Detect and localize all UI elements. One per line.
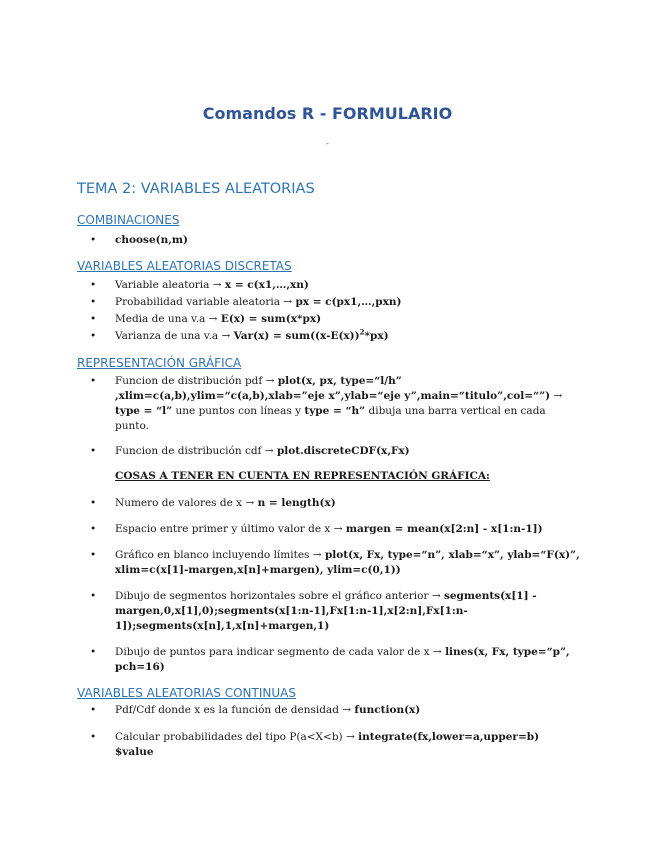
list-item-variable [90,278,580,293]
item-code [233,327,389,342]
list-item-grafico-blanco [90,548,580,578]
arrow-icon: → [432,646,442,658]
code-part: Var(x) = sum((x-E(x)) [233,330,360,342]
item-code: segments(x[1] - margen,0,x[1],0);segments(x[1:n-1],Fx[1:n-1],x[2:n],Fx[1:n-1]);segments(x[n],1,x[n]+margen,1) [115,590,537,632]
item-code: function(x) [354,704,421,716]
section-heading-tema: TEMA 2: VARIABLES ALEATORIAS [77,181,315,197]
item-text: Media de una v.a [115,313,206,325]
page-subtitle: - [326,139,329,148]
item-code: plot.discreteCDF(x,Fx) [276,445,410,457]
item-text: Pdf/Cdf donde x es la función de densidad [115,704,339,716]
heading-grafica: REPRESENTACIÓN GRÁFICA [77,356,242,370]
arrow-icon: → [264,445,274,457]
bullet: • [90,296,97,308]
arrow-icon: → [265,375,275,387]
list-item-segmentos [90,589,580,634]
item-text: Dibujo de segmentos horizontales sobre el gráfico anterior [115,590,429,602]
item-text: Numero de valores de x [115,497,243,509]
item-text: Variable aleatoria [115,279,210,291]
item-code: margen = mean(x[2:n] - x[1:n-1]) [345,523,543,535]
arrow-icon: → [212,279,222,291]
list-item-probabilidad [90,295,580,310]
bullet: • [90,549,97,561]
bullet: • [90,731,97,743]
code-choose: choose(n,m) [115,234,188,246]
arrow-icon: → [312,549,322,561]
item-code: n = length(x) [257,497,336,509]
item-code: type = “h” [304,405,366,417]
list-item-margen [90,522,580,537]
item-code: x = c(x1,…,xn) [224,279,309,291]
code-part: *px) [364,330,389,342]
item-text: Calcular probabilidades del tipo P(a<X<b) [115,731,343,743]
list-item-pdf [90,374,580,434]
bullet: • [90,330,97,342]
bullet: • [90,646,97,658]
arrow-icon: → [221,330,231,342]
item-code: px = c(px1,…,pxn) [295,296,402,308]
list-item-length [90,496,580,511]
list-item-varianza [90,329,580,344]
bullet: • [90,234,97,246]
arrow-icon: → [208,313,218,325]
list-item-integrate [90,730,580,760]
list-item-media [90,312,580,327]
superscript: 2 [359,327,365,337]
list-item-puntos [90,645,580,675]
list-item-choose [90,233,580,248]
heading-continuas: VARIABLES ALEATORIAS CONTINUAS [77,686,296,700]
item-text: Funcion de distribución pdf [115,375,263,387]
item-text: Gráfico en blanco incluyendo límites [115,549,310,561]
arrow-icon: → [342,704,352,716]
item-text: Varianza de una v.a [115,330,219,342]
item-code: plot(x, Fx, type=“n”, xlab=“x”, ylab=“F(x)”, xlim=c(x[1]-margen,x[n]+margen), ylim=c(0,1)) [115,549,580,576]
item-text: Espacio entre primer y último valor de x [115,523,331,535]
item-text: Probabilidad variable aleatoria [115,296,280,308]
item-code: plot(x, px, type=“l/h” ,xlim=c(a,b),ylim=“c(a,b),xlab=”eje x”,ylab=“eje y”,main=“titulo”,col=“”) [115,375,551,402]
item-text: Funcion de distribución cdf [115,445,262,457]
arrow-icon: → [283,296,293,308]
arrow-icon: → [431,590,441,602]
item-text: Dibujo de puntos para indicar segmento de cada valor de x [115,646,430,658]
list-item-cdf [90,444,580,459]
arrow-icon: → [553,390,563,402]
item-code: integrate(fx,lower=a,upper=b) $value [115,731,540,758]
heading-combinaciones: COMBINACIONES [77,213,180,227]
bullet: • [90,497,97,509]
bullet: • [90,375,97,387]
arrow-icon: → [333,523,343,535]
item-code: type = “l” [115,405,173,417]
arrow-icon: → [346,731,355,743]
item-code: E(x) = sum(x*px) [220,313,322,325]
bullet: • [90,523,97,535]
note-heading: COSAS A TENER EN CUENTA EN REPRESENTACIÓN GRÁFICA: [115,470,490,482]
arrow-icon: → [245,497,255,509]
bullet: • [90,313,97,325]
bullet: • [90,279,97,291]
bullet: • [90,445,97,457]
list-item-pdf-cdf [90,703,580,718]
bullet: • [90,590,97,602]
item-code: lines(x, Fx, type=“p”, pch=16) [115,646,570,673]
item-text: une puntos con líneas y [175,405,302,417]
page-title: Comandos R - FORMULARIO [202,104,453,123]
bullet: • [90,704,97,716]
item-text: dibuja una barra vertical en cada punto. [115,405,546,432]
heading-discretas: VARIABLES ALEATORIAS DISCRETAS [77,259,292,273]
